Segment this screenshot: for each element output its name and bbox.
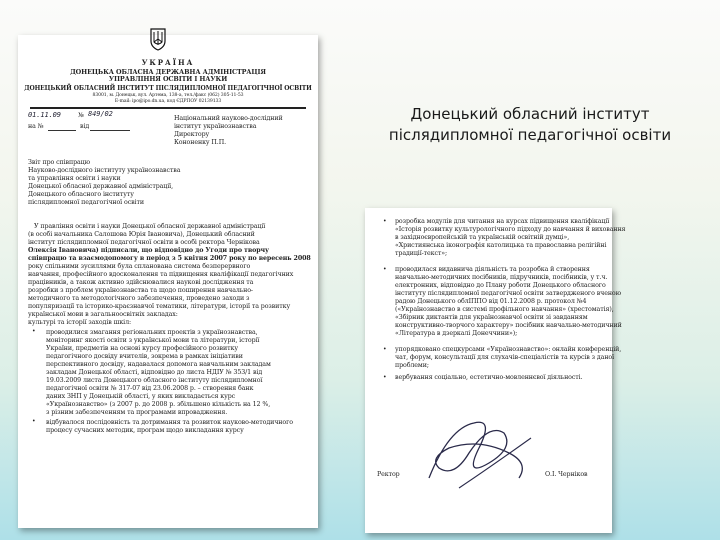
agreement-4: Донецької обласної державної адміністрації,	[28, 183, 173, 190]
bullet-1-line-2: моніторинг якості освіти з української мови та літератури, історії	[46, 337, 260, 344]
bullet-1-line-8: педагогічної освіти № 317-07 від 23.06.2008 р. – створення банк	[46, 385, 254, 392]
letter-page-1	[18, 35, 318, 528]
institute-name: ДОНЕЦЬКИЙ ОБЛАСНИЙ ІНСТИТУТ ПІСЛЯДИПЛОМНОЇ ПЕДАГОГІЧНОЇ ОСВІТИ	[24, 85, 312, 92]
bullet-2-line-1: відбувалося послідовність та дотримання та розвиток науково-методичного	[46, 419, 293, 426]
body-8: працівників, а також активно здійснювалися наукові дослідження та	[28, 279, 254, 286]
p2-bullet-1-line-4: «Християнська іконографія католицька та православна релігійні	[395, 242, 607, 249]
agreement-6: післядипломної педагогічної освіти	[28, 199, 144, 206]
signature-icon	[419, 408, 539, 498]
header-rule	[30, 107, 306, 109]
bullet-1-line-9: даних ЗНП у Донецькій області, у яких викладається курс	[46, 393, 236, 400]
p2-bullet-2-line-2: навчально-методичних посібників, підручників, посібників, у т.ч.	[395, 274, 608, 281]
agreement-1: Звіт про співпрацю	[28, 159, 90, 166]
recipient-1: Національний науково-дослідний	[174, 115, 283, 122]
body-2: (в особі начальника Салошова Юрія Івановича), Донецький обласний	[28, 231, 255, 238]
p2-bullet-3-line-1: упорядковано спецкурсами «Українознавство»: онлайн конференцій,	[395, 346, 622, 353]
p2-bullet-1-line-2: «Історія розвитку культурологічного підходу до навчання й виховання	[395, 226, 626, 233]
ref-date: 01.11.09	[28, 111, 61, 119]
country: УКРАЇНА	[141, 58, 195, 67]
address-line-1: 83001, м. Донецьк, вул. Артема, 138-а, тел./факс (062) 305-11-53	[92, 93, 244, 98]
agreement-2: Науково-дослідного інституту українознавства	[28, 167, 181, 174]
bullet-1-line-1: проводилися змагання регіональних проектів з українознавства,	[46, 329, 258, 336]
ref-no: 849/02	[88, 110, 113, 118]
address-line-2: E-mail: ipo@ipo.dn.ua, код ЄДРПОУ 02139133	[114, 99, 222, 104]
ref-no-prefix: №	[78, 112, 84, 119]
body-11: популяризації та історико-краєзнавчої тематики, літератури, історії та розвитку	[28, 303, 291, 310]
letter-page-2	[365, 208, 626, 533]
sign-name: О.І. Черніков	[545, 471, 588, 478]
bullet-2-line-2: процесу сучасних методик, програм щодо викладання курсу	[46, 427, 244, 434]
p2-bullet-1-line-5: традиції-текст»;	[395, 250, 448, 257]
body-6: року спільними зусиллями була спланована система безперервного	[28, 263, 251, 270]
bullet-1-line-6: закладам Донецької області, відповідно до листа НДІУ № 353/1 від	[46, 369, 263, 376]
body-3: інститут післядипломної педагогічної освіти в особі ректора Чернікова	[28, 239, 260, 246]
p2-bullet-3-line-2: чат, форум, консультації для слухачів-спеціалістів та курсів з даної	[395, 354, 615, 361]
agreement-5: Донецького обласного інституту	[28, 191, 134, 198]
p2-bullet-1-line-3: в західноєвропейській та українській освітній думці»,	[395, 234, 570, 241]
bullet-1-line-3: України, предметів на основі курсу професійного розвитку	[46, 345, 238, 352]
bullet-icon: •	[383, 266, 387, 273]
bullet-icon: •	[383, 346, 387, 353]
p2-bullet-2-line-4: інституту післядипломної педагогічної освіти затвердженого вченою	[395, 290, 622, 297]
bullet-1-line-11: з різним забезпеченням та програмами впровадження.	[46, 409, 228, 416]
admin-name: ДОНЕЦЬКА ОБЛАСНА ДЕРЖАВНА АДМІНІСТРАЦІЯ	[70, 68, 266, 76]
bullet-1-line-5: перспективного досвіду, надавалася допомога навчальним закладам	[46, 361, 271, 368]
body-10: методичного та методологічного забезпечення, проведено заходи з	[28, 295, 250, 302]
bullet-icon: •	[32, 418, 36, 425]
p2-bullet-1-line-1: розробка модулів для читання на курсах підвищення кваліфікації	[395, 218, 610, 225]
on-prefix: на №	[28, 123, 44, 130]
p2-bullet-2-line-1: проводилася видавнича діяльність та розробка й створення	[395, 266, 590, 273]
sign-role: Ректор	[377, 471, 400, 478]
body-4: Олексія Івановича) підписали, що відповідно до Угоди про творчу	[28, 247, 269, 254]
p2-bullet-2-line-8: конструктивно-творчого характеру» посібник навчально-методичний	[395, 322, 622, 329]
agreement-3: та управління освіти і науки	[28, 175, 121, 182]
p2-bullet-2-line-5: радою Донецького облІППО від 01.12.2008 р. протокол №4	[395, 298, 587, 305]
bullet-icon: •	[32, 328, 36, 335]
p2-bullet-2-line-6: («Українознавство в системі профільного навчання» (хрестоматія),	[395, 306, 614, 313]
coat-of-arms-icon	[149, 27, 167, 51]
on-mid: від	[80, 123, 90, 130]
rule	[90, 130, 130, 131]
body-13: культурі та історії заходів шкіл:	[28, 319, 132, 326]
body-1: У правління освіти і науки Донецької обласної державної адміністрації	[34, 223, 266, 230]
p2-bullet-4-line-1: вербування соціально, естетично-мовленнєвої діяльності.	[395, 374, 583, 381]
p2-bullet-2-line-7: «Збірник диктантів для українознавчої освіти зі завданням	[395, 314, 588, 321]
department-name: УПРАВЛІННЯ ОСВІТИ І НАУКИ	[108, 75, 228, 83]
bullet-1-line-10: «Українознавство» (з 2007 р. до 2008 р. збільшено кількість на 12 %,	[46, 401, 271, 408]
body-7: навчання, професійного вдосконалення та підвищення кваліфікації педагогічних	[28, 271, 294, 278]
rule	[48, 130, 76, 131]
bullet-icon: •	[383, 374, 387, 381]
bullet-1-line-7: 19.03.2009 листа Донецького обласного інституту післядипломної	[46, 377, 263, 384]
bullet-icon: •	[383, 218, 387, 225]
body-9: розробки з проблем українознавства та щодо поширення навчально-	[28, 287, 253, 294]
p2-bullet-3-line-3: проблеми;	[395, 362, 429, 369]
bullet-1-line-4: педагогічного досвіду вчителів, зокрема в рамках ініціативи	[46, 353, 243, 360]
recipient-2: інститут українознавства	[174, 123, 257, 130]
slide-title: Донецький обласний інститут післядипломної педагогічної освіти	[388, 105, 672, 144]
body-12: української мови в загальноосвітніх закладах:	[28, 311, 178, 318]
body-5: співпрацю та взаємодопомогу в період з 5 квітня 2007 року по вересень 2008	[28, 255, 311, 262]
p2-bullet-2-line-3: електронних, відповідно до Плану роботи Донецького обласного	[395, 282, 606, 289]
p2-bullet-2-line-9: «Література в дзеркалі Донеччини»);	[395, 330, 518, 337]
recipient-4: Кононенку П.П.	[174, 139, 227, 146]
recipient-3: Директору	[174, 131, 210, 138]
